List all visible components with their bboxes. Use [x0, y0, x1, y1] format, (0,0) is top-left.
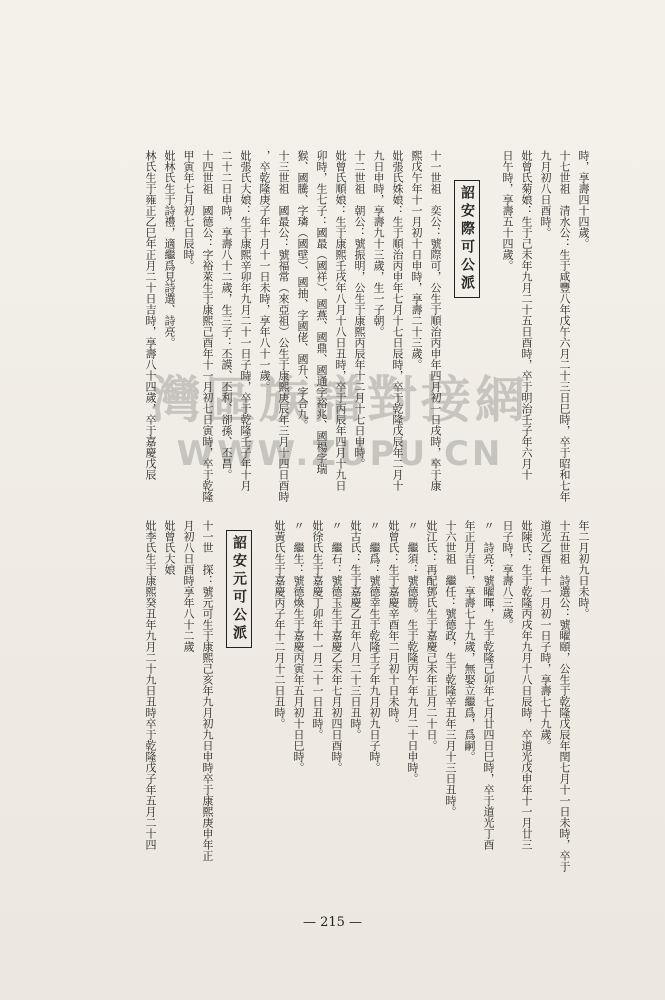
text-column: 妣徐氏生于嘉慶丁卯年十一月二十一日丑時。: [311, 520, 324, 740]
text-column: 〃 繼石：號德玉生于嘉慶乙未年七月初四日酉時。: [330, 520, 343, 773]
text-column: 九月初八日酉時。: [539, 150, 552, 238]
text-column: 妣張氏大娘：生于康熙辛卯年九月二十一日子時，卒于乾隆壬子年十月: [239, 150, 252, 491]
text-column: 時，享壽四十四歲。: [577, 150, 590, 249]
text-column: 妣曾氏：生于嘉慶辛酉年二月初十日未時。: [387, 520, 400, 729]
text-column: 妣曾氏菊娘：生于己未年九月二十五日酉時，卒于明治壬子年六月十: [520, 150, 533, 480]
text-column: 妣張氏姝娘：生于順治丙申年七月十七日辰時，卒于乾隆戊辰年二月十: [391, 150, 404, 491]
section-heading-box: 詔安元可公派: [226, 530, 252, 648]
page-number: — 215 —: [302, 915, 363, 930]
text-column: 日子時，享壽八三歲。: [501, 520, 514, 630]
text-column: 十三世祖 國最公：號福常（來亞祖）公生于康熙庚辰年三月十四日酉時: [277, 150, 290, 502]
text-column: 九日申時，享壽九十三歲，生一子朝。: [372, 150, 385, 337]
text-column: 〃 繼生：號德煥生于嘉慶丙寅年五月初十日巳時。: [292, 520, 305, 773]
text-column: 甲寅年七月初七日辰時。: [182, 150, 195, 271]
text-column: 熙戊午年十一月初十日申時，享壽二十三歲。: [410, 150, 423, 370]
text-column: 年二月初九日未時。: [577, 520, 590, 619]
text-column: 妣江氏：再配鄧氏生于嘉慶己未年正月二十日。: [425, 520, 438, 751]
text-column: 妣曾氏順娘：生于康熙壬戌年八月十八日丑時，卒于丙辰年四月十九日: [334, 150, 347, 491]
text-column: 年正月吉日，享壽七十九歲，無娶立繼爲，爲嗣。: [463, 520, 476, 762]
section-yuanke-lineage: [70, 520, 590, 900]
text-column: 〃 詩亮：號曜暉，生于乾隆己卯年七月廿四日巳時，卒于道光丁酉: [482, 520, 495, 850]
text-column: 妣林氏生于詩禮，適繼爲見詩選、詩亮。: [163, 150, 176, 348]
text-column: ，卒乾隆庚子年十月十一日未時，享年八十一歲。: [258, 150, 271, 392]
text-column: 日午時，享壽五十四歲。: [501, 150, 514, 271]
text-column: 妣曾氏大娘: [163, 520, 176, 575]
text-column: 林氏生于雍正乙巳年正月二十日吉時，享壽八十四歲，卒于嘉慶戊辰: [144, 150, 157, 480]
text-column: 卯時，生七子：國最（國祥）、國燕、國鼎、國通字裕兆、國楊字瑞: [315, 150, 328, 475]
text-column: 月初八日酉時享年八十二歲: [182, 520, 195, 652]
text-column: 妣古氏：生于嘉慶乙丑年八月二十三日丑時。: [349, 520, 362, 740]
text-column: 妣黃氏生于嘉慶丙子年十二月十二日丑時。: [273, 520, 286, 729]
text-column: 十一世 探：號元可生于康熙己亥年九月初九日申時卒于康熙庚申年正: [201, 520, 214, 861]
text-column: 妣陳氏：生于乾隆丙戌年九月十八日辰時，卒道光戊申年十一月廿三: [520, 520, 533, 850]
text-column: 十六世祖 繼任：號德政，生于乾隆辛丑年三月十三日丑時。: [444, 520, 457, 817]
text-column: 十五世祖 詩選公：號曜頤，公生于乾隆戊辰年閏七月十一日未時，卒于: [558, 520, 571, 872]
text-column: 十七世祖 清水公：生于咸豐八年戊午六月二十三日巳時，卒于昭和七年: [558, 150, 571, 502]
text-column: 十二世祖 朝公：號振明，公生于康熙丙辰年十二月十七日申時。: [353, 150, 366, 469]
text-column: 猴、國騰、字璘（國壁）、國抽、字國佬、國升、字合九。: [296, 150, 309, 431]
text-column: 十四世祖 國德公：字裕萊生于康熙己酉年十一月初七日寅時，卒于乾隆: [201, 150, 214, 502]
text-column: 道光乙酉年十一月初一日子時，享壽七十九歲。: [539, 520, 552, 751]
section-heading-box: 詔安際可公派: [454, 180, 480, 298]
section-jike-lineage: [70, 150, 590, 510]
text-column: 妣李氏生于康熙癸丑年九月二十九日丑時卒于乾隆戊子年五月二十四: [144, 520, 157, 850]
text-column: 〃 繼須：號德勝。生于乾隆丙午年九月二十日申時。: [406, 520, 419, 784]
watermark-text: 灣區族譜對接網: [151, 371, 529, 429]
text-column: 十一世祖 奕公：號際可，公生于順治丙申年四月初一日戌時，卒于康: [429, 150, 442, 491]
watermark-url: WWW.ZUPU.CN: [176, 434, 504, 474]
text-column: 二十二日申時，享壽八十二歲，生三子：丕謨、丕利、卻孫、丕昌。: [220, 150, 233, 480]
text-column: 〃 繼爲：號德幸生于乾隆壬子年九月初九日子時。: [368, 520, 381, 773]
